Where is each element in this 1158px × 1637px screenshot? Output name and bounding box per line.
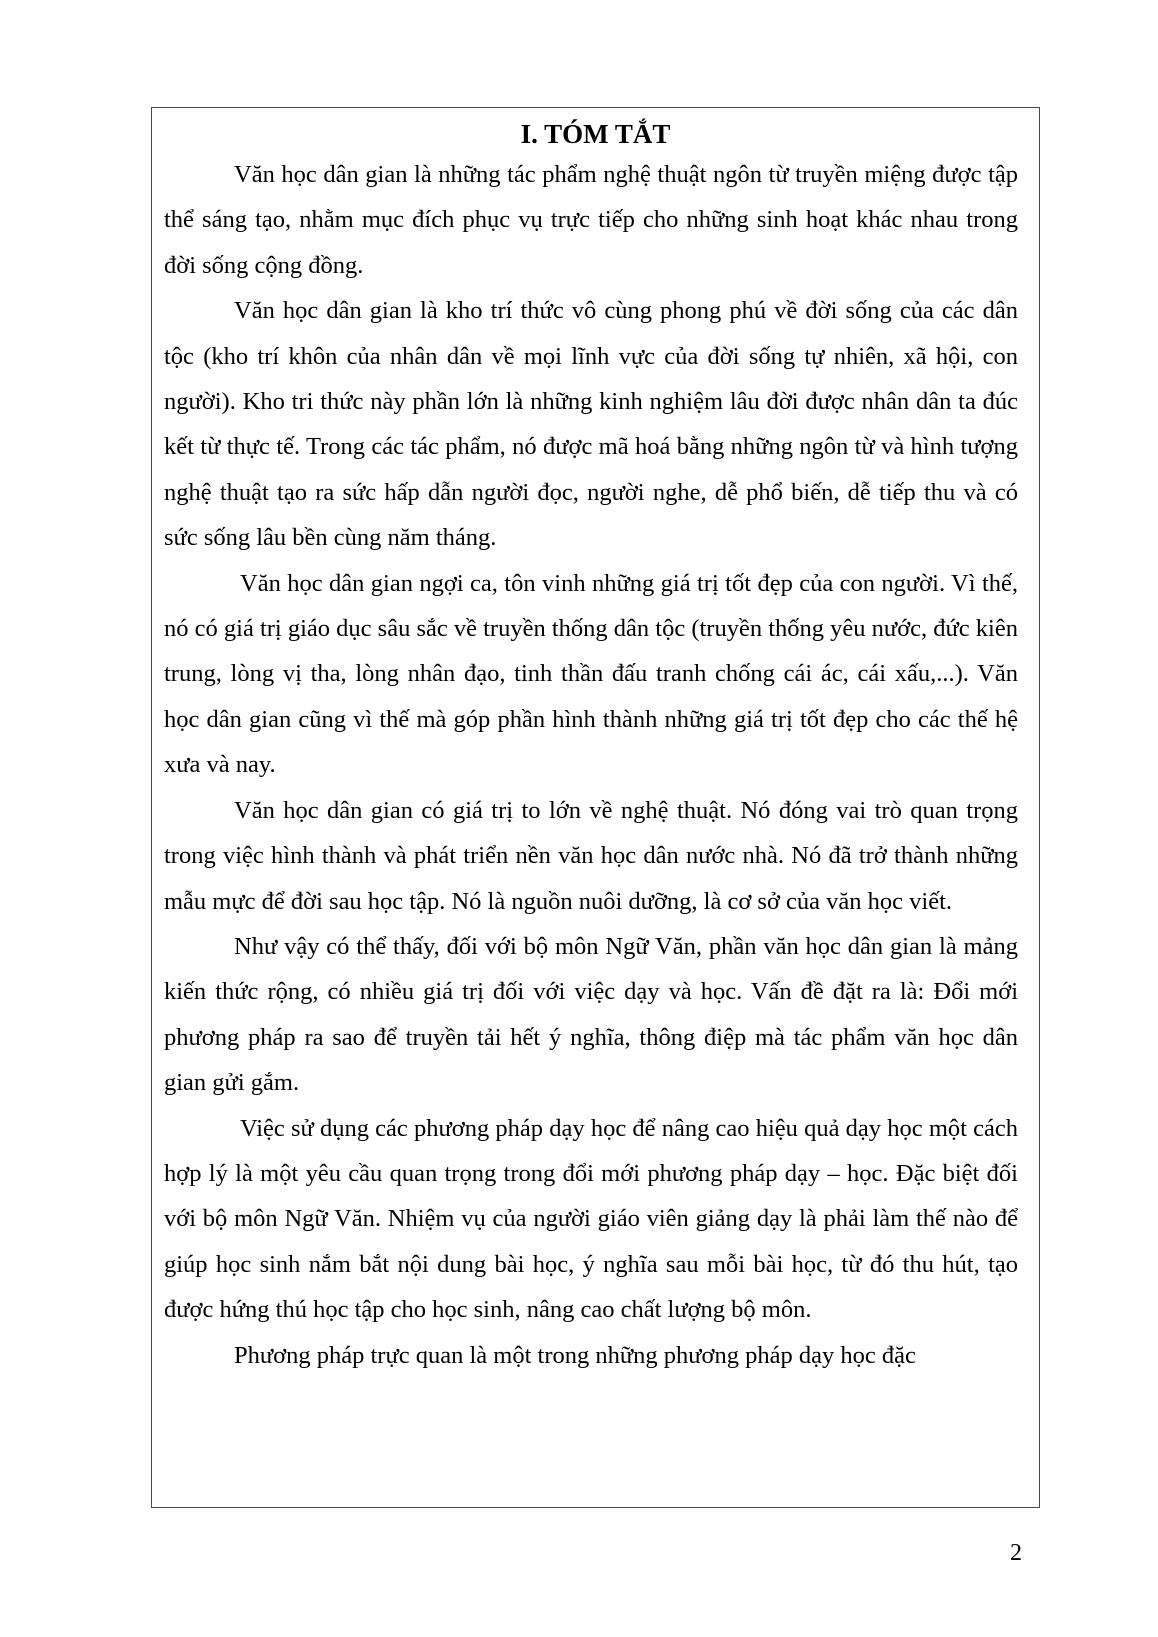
paragraph-3: Văn học dân gian ngợi ca, tôn vinh những giá trị tốt đẹp của con người. Vì thế, nó có giá trị giáo dục sâu sắc về truyền thống dân tộc (truyền thống yêu nước, đức kiên trung, lòng vị tha, lòng nhân đạo, tinh thần đấu tranh chống cái ác, cái xấu,...). Văn học dân gian cũng vì thế mà góp phần hình thành những giá trị tốt đẹp cho các thế hệ xưa và nay. xyxy=(164,569,1018,779)
section-heading: I. TÓM TẮT xyxy=(520,119,671,149)
paragraph-6: Việc sử dụng các phương pháp dạy học để nâng cao hiệu quả dạy học một cách hợp lý là một yêu cầu quan trọng trong đổi mới phương pháp dạy – học. Đặc biệt đối với bộ môn Ngữ Văn. Nhiệm vụ của người giáo viên giảng dạy là phải làm thế nào để giúp học sinh nắm bắt nội dung bài học, ý nghĩa sau mỗi bài học, từ đó thu hút, tạo được hứng thú học tập cho học sinh, nâng cao chất lượng bộ môn. xyxy=(164,1114,1018,1324)
page-number: 2 xyxy=(1010,1540,1022,1566)
paragraph-1: Văn học dân gian là những tác phẩm nghệ thuật ngôn từ truyền miệng được tập thể sáng tạo, nhằm mục đích phục vụ trực tiếp cho những sinh hoạt khác nhau trong đời sống cộng đồng. xyxy=(164,161,1018,279)
body-text xyxy=(164,152,1018,1378)
paragraph-5: Như vậy có thể thấy, đối với bộ môn Ngữ Văn, phần văn học dân gian là mảng kiến thức rộng, có nhiều giá trị đối với việc dạy và học. Vấn đề đặt ra là: Đổi mới phương pháp ra sao để truyền tải hết ý nghĩa, thông điệp mà tác phẩm văn học dân gian gửi gắm. xyxy=(164,932,1018,1097)
paragraph-2: Văn học dân gian là kho trí thức vô cùng phong phú về đời sống của các dân tộc (kho trí khôn của nhân dân về mọi lĩnh vực của đời sống tự nhiên, xã hội, con người). Kho tri thức này phần lớn là những kinh nghiệm lâu đời được nhân dân ta đúc kết từ thực tế. Trong các tác phẩm, nó được mã hoá bằng những ngôn từ và hình tượng nghệ thuật tạo ra sức hấp dẫn người đọc, người nghe, dễ phổ biến, dễ tiếp thu và có sức sống lâu bền cùng năm tháng. xyxy=(164,297,1018,552)
paragraph-4: Văn học dân gian có giá trị to lớn về nghệ thuật. Nó đóng vai trò quan trọng trong việc hình thành và phát triển nền văn học dân nước nhà. Nó đã trở thành những mẫu mực để đời sau học tập. Nó là nguồn nuôi dưỡng, là cơ sở của văn học viết. xyxy=(164,796,1018,915)
content-frame xyxy=(151,107,1040,1508)
paragraph-7: Phương pháp trực quan là một trong những phương pháp dạy học đặc xyxy=(234,1341,916,1369)
